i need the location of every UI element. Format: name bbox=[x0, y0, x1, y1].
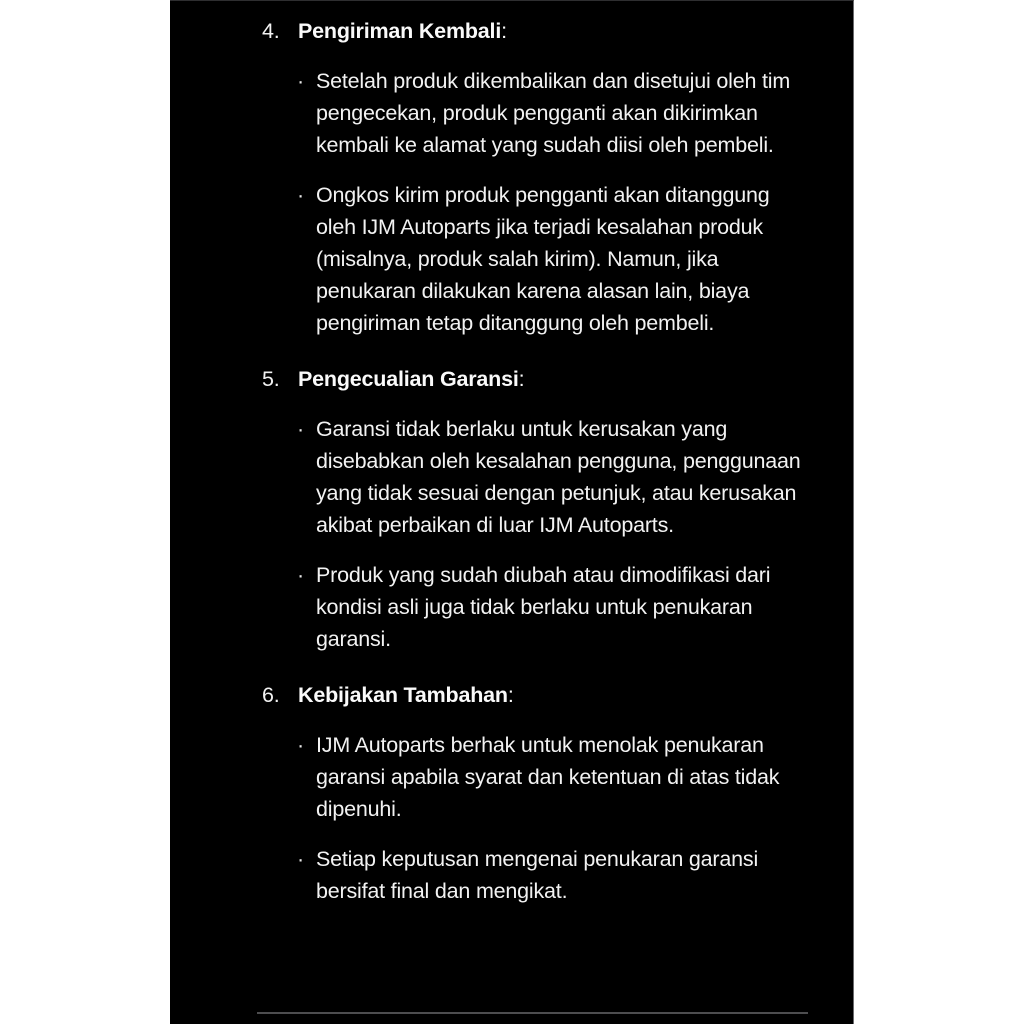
bullet-icon: · bbox=[297, 69, 304, 93]
section-title bbox=[298, 363, 524, 395]
section-title bbox=[298, 679, 514, 711]
list-item bbox=[297, 559, 803, 655]
section-title-text: Pengiriman Kembali bbox=[298, 19, 502, 43]
bullet-text: Ongkos kirim produk pengganti akan ditanggung oleh IJM Autoparts jika terjadi kesalahan produk (misalnya, produk salah kirim). Namun, jika penukaran dilakukan karena alasan lain, biaya pengiriman tetap ditanggung oleh pembeli. bbox=[316, 183, 770, 335]
section-title-colon: : bbox=[518, 367, 525, 391]
section-pengiriman-kembali bbox=[262, 15, 803, 339]
section-title-text: Pengecualian Garansi bbox=[298, 367, 519, 391]
bullet-text: Produk yang sudah diubah atau dimodifikasi dari kondisi asli juga tidak berlaku untuk penukaran garansi. bbox=[316, 563, 771, 651]
bullet-text: Setiap keputusan mengenai penukaran garansi bersifat final dan mengikat. bbox=[316, 847, 759, 903]
section-number: 4. bbox=[262, 19, 280, 43]
section-title-colon: : bbox=[507, 683, 514, 707]
bullet-list bbox=[262, 729, 803, 907]
list-item bbox=[297, 179, 803, 339]
bullet-text: Garansi tidak berlaku untuk kerusakan yang disebabkan oleh kesalahan pengguna, penggunaan yang tidak sesuai dengan petunjuk, atau kerusakan akibat perbaikan di luar IJM Autoparts. bbox=[316, 417, 801, 537]
list-item bbox=[297, 65, 803, 161]
section-heading bbox=[262, 363, 803, 395]
section-number: 6. bbox=[262, 683, 280, 707]
bullet-icon: · bbox=[297, 417, 304, 441]
bullet-icon: · bbox=[297, 733, 304, 757]
section-title-text: Kebijakan Tambahan bbox=[298, 683, 508, 707]
bullet-icon: · bbox=[297, 563, 304, 587]
list-item bbox=[297, 843, 803, 907]
bullet-icon: · bbox=[297, 183, 304, 207]
bullet-text: IJM Autoparts berhak untuk menolak penukaran garansi apabila syarat dan ketentuan di atas tidak dipenuhi. bbox=[316, 733, 780, 821]
section-title bbox=[298, 15, 507, 47]
section-heading bbox=[262, 15, 803, 47]
policy-content bbox=[262, 11, 803, 925]
policy-text-panel bbox=[170, 0, 854, 1024]
list-item bbox=[297, 413, 803, 541]
section-title-colon: : bbox=[501, 19, 507, 43]
bullet-list bbox=[262, 65, 803, 339]
bullet-text: Setelah produk dikembalikan dan disetujui oleh tim pengecekan, produk pengganti akan dikirimkan kembali ke alamat yang sudah diisi oleh pembeli. bbox=[316, 69, 791, 157]
section-kebijakan-tambahan bbox=[262, 679, 803, 907]
section-number: 5. bbox=[262, 367, 280, 391]
section-heading bbox=[262, 679, 803, 711]
bullet-icon: · bbox=[297, 847, 304, 871]
bullet-list bbox=[262, 413, 803, 655]
list-item bbox=[297, 729, 803, 825]
section-divider bbox=[257, 1012, 808, 1014]
section-pengecualian-garansi bbox=[262, 363, 803, 655]
